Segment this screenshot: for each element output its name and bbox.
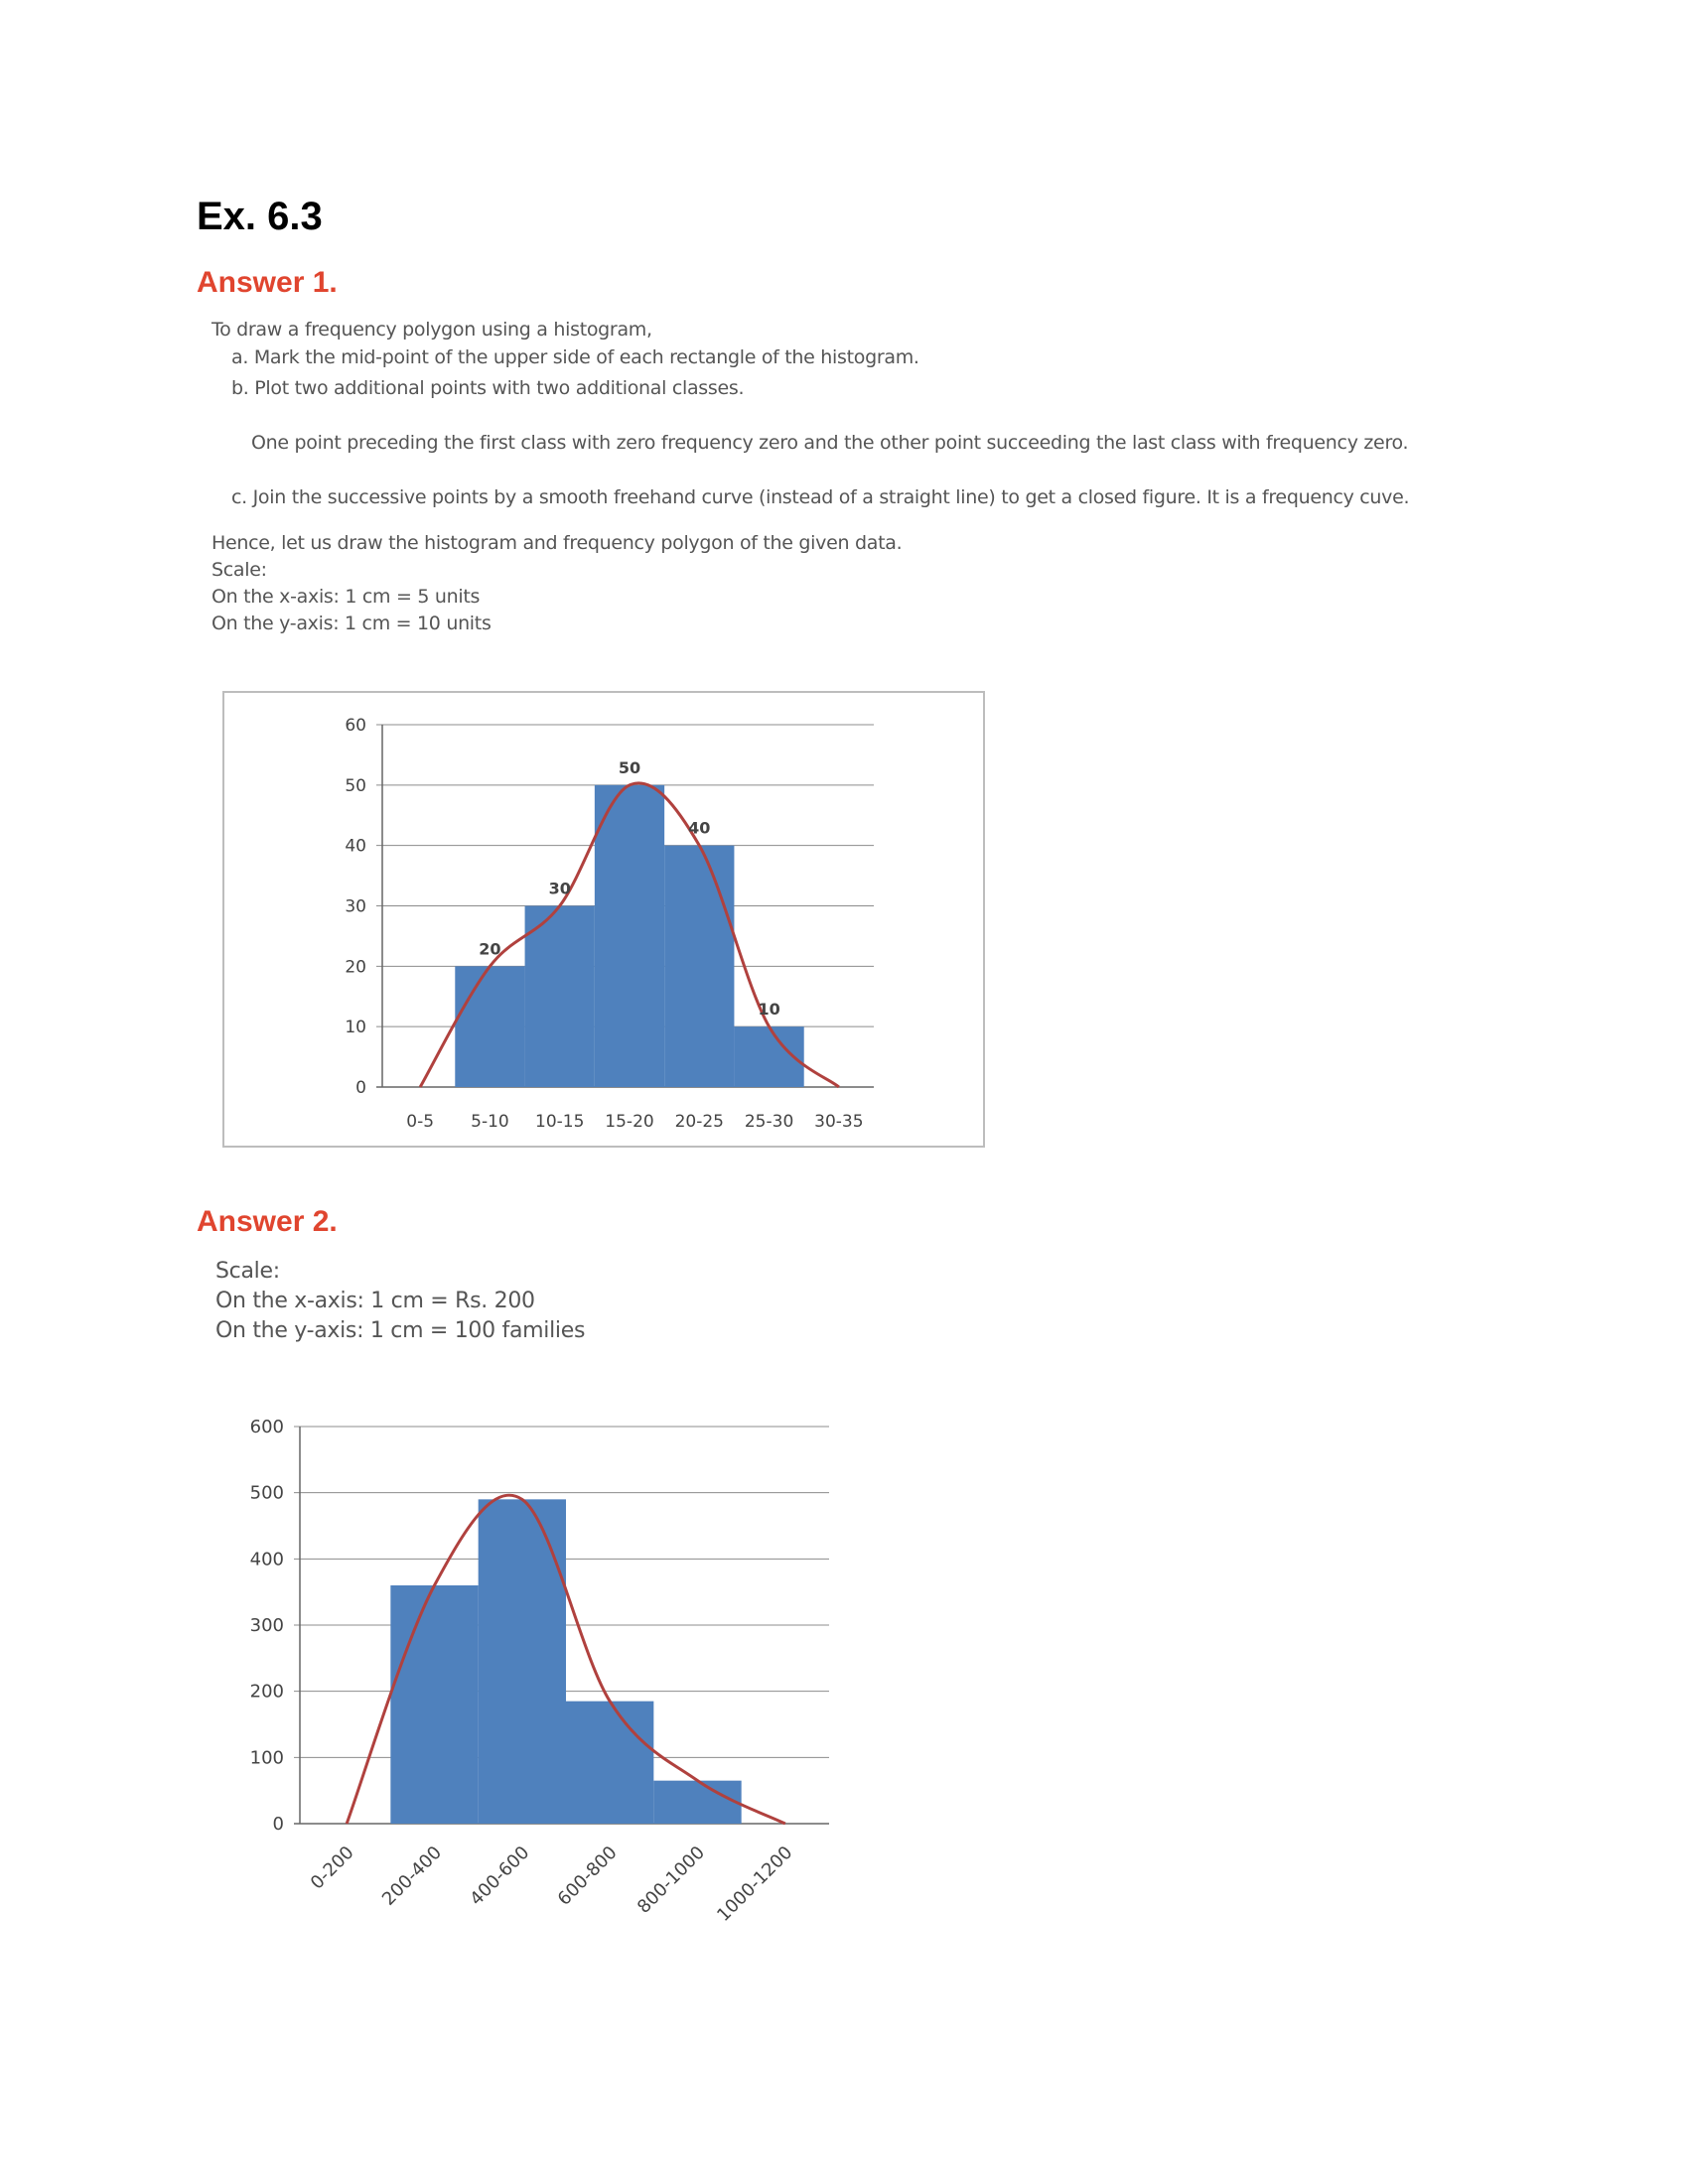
- answer-1-scale-y: On the y-axis: 1 cm = 10 units: [211, 613, 492, 634]
- x-tick-label: 15-20: [605, 1112, 654, 1132]
- x-tick-label: 1000-1200: [713, 1842, 797, 1926]
- histogram-bar: [566, 1702, 653, 1824]
- y-tick-label: 40: [345, 836, 366, 857]
- y-tick-label: 50: [345, 775, 366, 796]
- x-tick-label: 0-5: [406, 1112, 435, 1132]
- y-tick-label: 0: [355, 1078, 366, 1098]
- answer-1-step-c: c. Join the successive points by a smooth freehand curve (instead of a straight line) to get a closed figure. It is a frequency cuve.: [231, 486, 1410, 508]
- histogram-bar: [479, 1499, 566, 1824]
- x-tick-label: 10-15: [535, 1112, 585, 1132]
- y-tick-label: 60: [345, 716, 366, 736]
- data-label: 10: [758, 1000, 780, 1020]
- x-tick-label: 400-600: [466, 1842, 534, 1910]
- answer-1-heading: Answer 1.: [197, 266, 338, 299]
- x-tick-label: 25-30: [744, 1112, 794, 1132]
- histogram-bar: [455, 966, 524, 1087]
- x-tick-label: 20-25: [674, 1112, 724, 1132]
- answer-1-scale-label: Scale:: [211, 559, 267, 581]
- y-tick-label: 200: [249, 1681, 284, 1703]
- answer-1-hence: Hence, let us draw the histogram and frequency polygon of the given data.: [211, 532, 903, 554]
- answer-1-scale-x: On the x-axis: 1 cm = 5 units: [211, 586, 481, 608]
- answer-2-scale-label: Scale:: [215, 1259, 280, 1284]
- answer-1-intro: To draw a frequency polygon using a histogram,: [211, 319, 652, 341]
- x-tick-label: 0-200: [306, 1842, 358, 1894]
- page-title: Ex. 6.3: [197, 195, 323, 238]
- x-tick-label: 800-1000: [633, 1842, 710, 1918]
- y-tick-label: 0: [272, 1814, 284, 1835]
- x-tick-label: 600-800: [553, 1842, 622, 1910]
- x-tick-label: 5-10: [471, 1112, 509, 1132]
- data-label: 40: [688, 818, 711, 838]
- data-label: 20: [479, 939, 501, 959]
- histogram-bar: [653, 1781, 741, 1824]
- answer-1-step-b: b. Plot two additional points with two additional classes.: [231, 377, 745, 399]
- answer-2-heading: Answer 2.: [197, 1205, 338, 1238]
- data-label: 30: [548, 879, 571, 898]
- y-tick-label: 100: [249, 1747, 284, 1769]
- histogram-bar: [390, 1585, 478, 1824]
- chart-2-histogram: [0, 1390, 1688, 1985]
- data-label: 50: [618, 757, 641, 777]
- histogram-bar: [595, 785, 664, 1087]
- y-tick-label: 600: [249, 1417, 284, 1437]
- y-tick-label: 30: [345, 896, 366, 917]
- histogram-bar: [525, 906, 595, 1088]
- y-tick-label: 10: [345, 1018, 366, 1038]
- y-tick-label: 20: [345, 957, 366, 978]
- answer-1-step-b-detail: One point preceding the first class with zero frequency zero and the other point succeeding the last class with frequency zero.: [251, 432, 1409, 454]
- y-tick-label: 500: [249, 1482, 284, 1504]
- x-tick-label: 30-35: [814, 1112, 864, 1132]
- y-tick-label: 400: [249, 1549, 284, 1570]
- histogram-bar: [664, 846, 734, 1087]
- answer-2-scale-y: On the y-axis: 1 cm = 100 families: [215, 1318, 586, 1343]
- y-tick-label: 300: [249, 1615, 284, 1636]
- answer-2-scale-x: On the x-axis: 1 cm = Rs. 200: [215, 1289, 535, 1313]
- x-tick-label: 200-400: [377, 1842, 447, 1910]
- answer-1-step-a: a. Mark the mid-point of the upper side of each rectangle of the histogram.: [231, 346, 919, 368]
